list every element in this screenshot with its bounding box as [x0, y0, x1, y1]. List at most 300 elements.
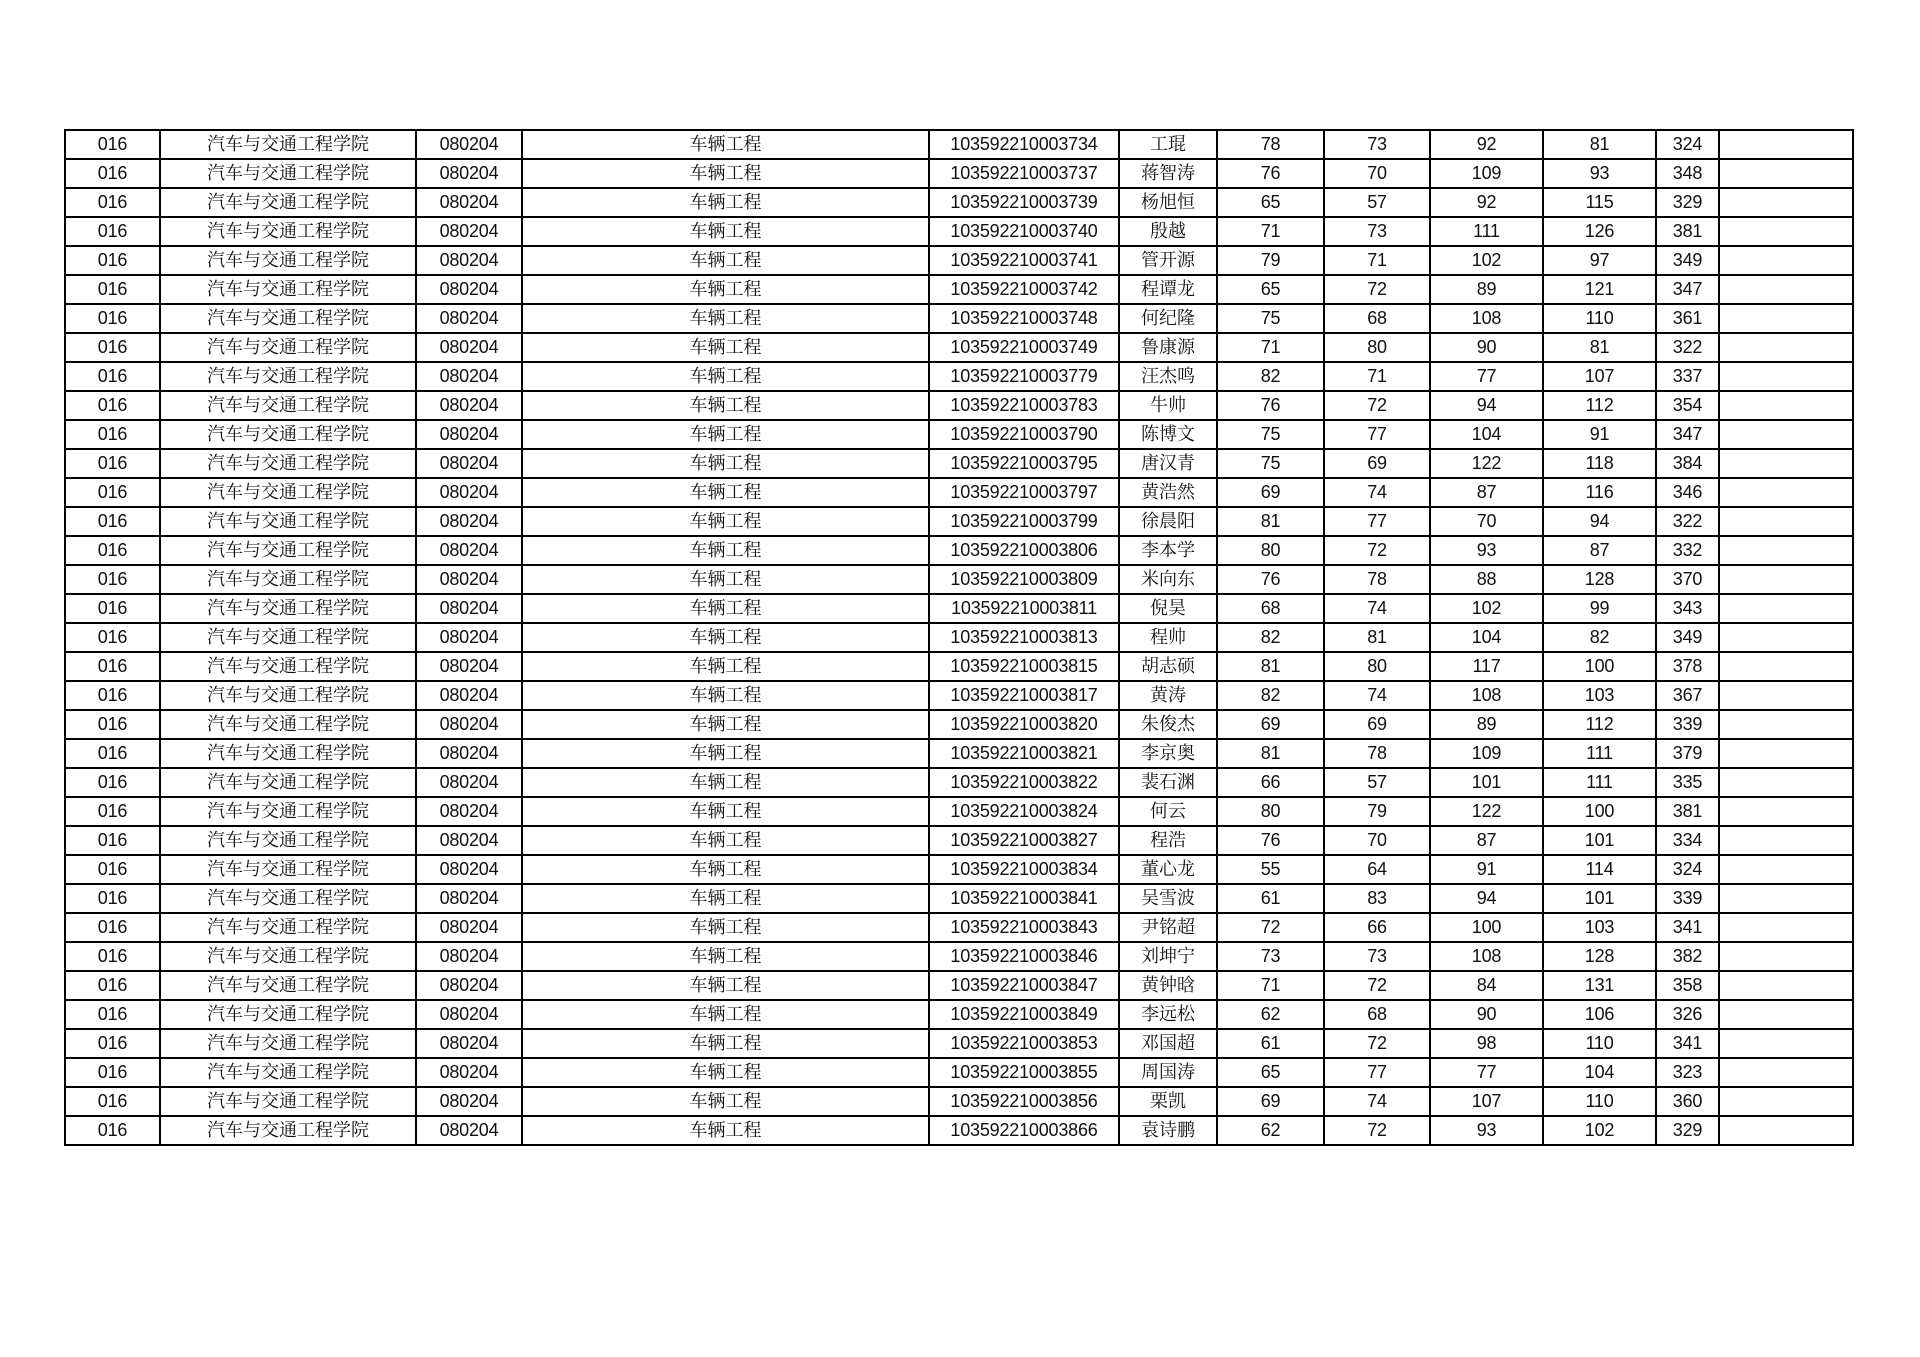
cell-score-3: 117	[1430, 652, 1543, 681]
table-row	[65, 130, 1853, 159]
cell-total: 335	[1656, 768, 1719, 797]
cell-score-3: 108	[1430, 942, 1543, 971]
cell-score-1: 76	[1217, 159, 1324, 188]
cell-unit-code: 016	[65, 1000, 160, 1029]
score-sheet	[64, 129, 1852, 1146]
cell-college: 汽车与交通工程学院	[160, 681, 416, 710]
cell-score-3: 90	[1430, 1000, 1543, 1029]
cell-remark	[1719, 739, 1853, 768]
cell-college: 汽车与交通工程学院	[160, 739, 416, 768]
cell-college: 汽车与交通工程学院	[160, 420, 416, 449]
cell-unit-code: 016	[65, 304, 160, 333]
cell-name: 唐汉青	[1119, 449, 1217, 478]
cell-name: 周国涛	[1119, 1058, 1217, 1087]
cell-major-code: 080204	[416, 594, 522, 623]
cell-major-code: 080204	[416, 507, 522, 536]
cell-unit-code: 016	[65, 652, 160, 681]
cell-score-2: 68	[1324, 304, 1430, 333]
cell-score-2: 71	[1324, 246, 1430, 275]
cell-remark	[1719, 971, 1853, 1000]
table-row	[65, 159, 1853, 188]
cell-score-4: 91	[1543, 420, 1656, 449]
cell-total: 337	[1656, 362, 1719, 391]
cell-score-2: 78	[1324, 739, 1430, 768]
cell-total: 343	[1656, 594, 1719, 623]
cell-major: 车辆工程	[522, 449, 929, 478]
cell-major-code: 080204	[416, 362, 522, 391]
cell-major-code: 080204	[416, 855, 522, 884]
cell-score-2: 72	[1324, 1116, 1430, 1145]
cell-total: 322	[1656, 333, 1719, 362]
cell-remark	[1719, 826, 1853, 855]
cell-major-code: 080204	[416, 710, 522, 739]
cell-remark	[1719, 855, 1853, 884]
cell-exam-id: 103592210003817	[929, 681, 1119, 710]
cell-score-4: 102	[1543, 1116, 1656, 1145]
cell-unit-code: 016	[65, 942, 160, 971]
cell-score-4: 100	[1543, 652, 1656, 681]
cell-exam-id: 103592210003790	[929, 420, 1119, 449]
table-row	[65, 971, 1853, 1000]
cell-score-1: 61	[1217, 1029, 1324, 1058]
cell-unit-code: 016	[65, 594, 160, 623]
cell-major: 车辆工程	[522, 333, 929, 362]
cell-exam-id: 103592210003737	[929, 159, 1119, 188]
cell-total: 349	[1656, 246, 1719, 275]
cell-unit-code: 016	[65, 391, 160, 420]
cell-remark	[1719, 1058, 1853, 1087]
cell-remark	[1719, 884, 1853, 913]
cell-unit-code: 016	[65, 855, 160, 884]
cell-total: 326	[1656, 1000, 1719, 1029]
cell-name: 殷越	[1119, 217, 1217, 246]
cell-name: 李远松	[1119, 1000, 1217, 1029]
cell-score-2: 72	[1324, 391, 1430, 420]
cell-major-code: 080204	[416, 1087, 522, 1116]
cell-college: 汽车与交通工程学院	[160, 797, 416, 826]
cell-score-4: 115	[1543, 188, 1656, 217]
cell-total: 339	[1656, 884, 1719, 913]
cell-remark	[1719, 478, 1853, 507]
score-table-body	[65, 130, 1853, 1145]
cell-score-2: 68	[1324, 1000, 1430, 1029]
cell-major: 车辆工程	[522, 884, 929, 913]
cell-exam-id: 103592210003811	[929, 594, 1119, 623]
cell-score-4: 97	[1543, 246, 1656, 275]
cell-remark	[1719, 362, 1853, 391]
cell-major: 车辆工程	[522, 855, 929, 884]
cell-score-2: 70	[1324, 159, 1430, 188]
cell-college: 汽车与交通工程学院	[160, 768, 416, 797]
cell-score-2: 57	[1324, 188, 1430, 217]
cell-remark	[1719, 1116, 1853, 1145]
cell-total: 347	[1656, 420, 1719, 449]
cell-score-4: 100	[1543, 797, 1656, 826]
table-row	[65, 594, 1853, 623]
cell-unit-code: 016	[65, 913, 160, 942]
cell-major-code: 080204	[416, 768, 522, 797]
cell-major-code: 080204	[416, 1029, 522, 1058]
cell-score-1: 75	[1217, 420, 1324, 449]
cell-score-1: 65	[1217, 188, 1324, 217]
cell-score-4: 103	[1543, 681, 1656, 710]
cell-score-3: 100	[1430, 913, 1543, 942]
cell-unit-code: 016	[65, 420, 160, 449]
cell-remark	[1719, 246, 1853, 275]
cell-score-4: 87	[1543, 536, 1656, 565]
cell-remark	[1719, 797, 1853, 826]
cell-major-code: 080204	[416, 275, 522, 304]
cell-college: 汽车与交通工程学院	[160, 855, 416, 884]
cell-name: 吴雪波	[1119, 884, 1217, 913]
cell-college: 汽车与交通工程学院	[160, 623, 416, 652]
cell-score-3: 77	[1430, 362, 1543, 391]
cell-name: 倪昊	[1119, 594, 1217, 623]
table-row	[65, 449, 1853, 478]
cell-score-3: 87	[1430, 478, 1543, 507]
cell-major-code: 080204	[416, 884, 522, 913]
cell-name: 牛帅	[1119, 391, 1217, 420]
cell-exam-id: 103592210003813	[929, 623, 1119, 652]
cell-score-4: 101	[1543, 884, 1656, 913]
cell-major: 车辆工程	[522, 478, 929, 507]
cell-score-1: 79	[1217, 246, 1324, 275]
cell-total: 323	[1656, 1058, 1719, 1087]
cell-major: 车辆工程	[522, 942, 929, 971]
cell-score-1: 65	[1217, 275, 1324, 304]
cell-score-1: 82	[1217, 362, 1324, 391]
cell-score-1: 61	[1217, 884, 1324, 913]
cell-unit-code: 016	[65, 1058, 160, 1087]
cell-name: 尹铭超	[1119, 913, 1217, 942]
cell-unit-code: 016	[65, 275, 160, 304]
cell-unit-code: 016	[65, 710, 160, 739]
cell-remark	[1719, 217, 1853, 246]
cell-major-code: 080204	[416, 478, 522, 507]
cell-remark	[1719, 507, 1853, 536]
cell-remark	[1719, 681, 1853, 710]
cell-score-1: 76	[1217, 565, 1324, 594]
cell-exam-id: 103592210003740	[929, 217, 1119, 246]
cell-unit-code: 016	[65, 884, 160, 913]
cell-unit-code: 016	[65, 681, 160, 710]
cell-exam-id: 103592210003806	[929, 536, 1119, 565]
cell-score-1: 65	[1217, 1058, 1324, 1087]
cell-score-1: 62	[1217, 1116, 1324, 1145]
cell-score-3: 104	[1430, 420, 1543, 449]
cell-college: 汽车与交通工程学院	[160, 536, 416, 565]
cell-score-1: 80	[1217, 797, 1324, 826]
cell-major: 车辆工程	[522, 159, 929, 188]
cell-college: 汽车与交通工程学院	[160, 217, 416, 246]
cell-exam-id: 103592210003821	[929, 739, 1119, 768]
cell-score-2: 83	[1324, 884, 1430, 913]
cell-college: 汽车与交通工程学院	[160, 304, 416, 333]
cell-major: 车辆工程	[522, 768, 929, 797]
cell-score-3: 88	[1430, 565, 1543, 594]
table-row	[65, 420, 1853, 449]
cell-remark	[1719, 188, 1853, 217]
cell-total: 324	[1656, 855, 1719, 884]
cell-total: 360	[1656, 1087, 1719, 1116]
cell-major-code: 080204	[416, 391, 522, 420]
cell-major: 车辆工程	[522, 362, 929, 391]
cell-score-1: 62	[1217, 1000, 1324, 1029]
cell-major-code: 080204	[416, 681, 522, 710]
cell-name: 邓国超	[1119, 1029, 1217, 1058]
cell-major-code: 080204	[416, 449, 522, 478]
cell-major-code: 080204	[416, 565, 522, 594]
cell-remark	[1719, 623, 1853, 652]
cell-major: 车辆工程	[522, 652, 929, 681]
cell-score-3: 84	[1430, 971, 1543, 1000]
cell-score-2: 73	[1324, 217, 1430, 246]
cell-score-4: 112	[1543, 391, 1656, 420]
cell-exam-id: 103592210003749	[929, 333, 1119, 362]
cell-score-4: 101	[1543, 826, 1656, 855]
cell-score-4: 106	[1543, 1000, 1656, 1029]
cell-score-3: 101	[1430, 768, 1543, 797]
cell-exam-id: 103592210003799	[929, 507, 1119, 536]
cell-exam-id: 103592210003846	[929, 942, 1119, 971]
cell-name: 汪杰鸣	[1119, 362, 1217, 391]
table-row	[65, 913, 1853, 942]
cell-major-code: 080204	[416, 217, 522, 246]
cell-major-code: 080204	[416, 623, 522, 652]
cell-score-2: 57	[1324, 768, 1430, 797]
cell-unit-code: 016	[65, 449, 160, 478]
cell-score-2: 69	[1324, 449, 1430, 478]
cell-remark	[1719, 1029, 1853, 1058]
cell-score-1: 81	[1217, 739, 1324, 768]
table-row	[65, 507, 1853, 536]
cell-major-code: 080204	[416, 1000, 522, 1029]
cell-unit-code: 016	[65, 217, 160, 246]
cell-score-2: 81	[1324, 623, 1430, 652]
cell-major: 车辆工程	[522, 681, 929, 710]
cell-major-code: 080204	[416, 333, 522, 362]
cell-score-3: 92	[1430, 130, 1543, 159]
cell-exam-id: 103592210003822	[929, 768, 1119, 797]
cell-score-2: 79	[1324, 797, 1430, 826]
cell-total: 381	[1656, 217, 1719, 246]
cell-college: 汽车与交通工程学院	[160, 507, 416, 536]
cell-major-code: 080204	[416, 1116, 522, 1145]
cell-name: 黄浩然	[1119, 478, 1217, 507]
cell-exam-id: 103592210003779	[929, 362, 1119, 391]
cell-score-1: 75	[1217, 304, 1324, 333]
table-row	[65, 768, 1853, 797]
cell-name: 蒋智涛	[1119, 159, 1217, 188]
cell-remark	[1719, 449, 1853, 478]
cell-major: 车辆工程	[522, 246, 929, 275]
cell-major: 车辆工程	[522, 391, 929, 420]
cell-score-1: 55	[1217, 855, 1324, 884]
cell-name: 何云	[1119, 797, 1217, 826]
cell-major: 车辆工程	[522, 130, 929, 159]
cell-score-1: 80	[1217, 536, 1324, 565]
cell-major-code: 080204	[416, 536, 522, 565]
cell-score-1: 76	[1217, 826, 1324, 855]
cell-major: 车辆工程	[522, 623, 929, 652]
cell-score-2: 80	[1324, 652, 1430, 681]
cell-name: 米向东	[1119, 565, 1217, 594]
cell-score-4: 103	[1543, 913, 1656, 942]
cell-score-4: 112	[1543, 710, 1656, 739]
cell-unit-code: 016	[65, 826, 160, 855]
cell-score-3: 108	[1430, 681, 1543, 710]
cell-name: 朱俊杰	[1119, 710, 1217, 739]
cell-total: 367	[1656, 681, 1719, 710]
cell-name: 工琨	[1119, 130, 1217, 159]
table-row	[65, 246, 1853, 275]
table-row	[65, 681, 1853, 710]
cell-total: 329	[1656, 188, 1719, 217]
cell-total: 378	[1656, 652, 1719, 681]
cell-college: 汽车与交通工程学院	[160, 130, 416, 159]
cell-name: 程谭龙	[1119, 275, 1217, 304]
cell-remark	[1719, 710, 1853, 739]
cell-major-code: 080204	[416, 942, 522, 971]
cell-score-2: 72	[1324, 1029, 1430, 1058]
cell-score-4: 81	[1543, 333, 1656, 362]
cell-total: 379	[1656, 739, 1719, 768]
cell-major-code: 080204	[416, 130, 522, 159]
cell-score-4: 118	[1543, 449, 1656, 478]
cell-name: 杨旭恒	[1119, 188, 1217, 217]
cell-major: 车辆工程	[522, 536, 929, 565]
cell-college: 汽车与交通工程学院	[160, 333, 416, 362]
cell-exam-id: 103592210003847	[929, 971, 1119, 1000]
cell-score-2: 74	[1324, 681, 1430, 710]
table-row	[65, 884, 1853, 913]
table-row	[65, 1087, 1853, 1116]
cell-unit-code: 016	[65, 797, 160, 826]
cell-name: 胡志硕	[1119, 652, 1217, 681]
cell-exam-id: 103592210003820	[929, 710, 1119, 739]
table-row	[65, 362, 1853, 391]
cell-major: 车辆工程	[522, 826, 929, 855]
cell-remark	[1719, 594, 1853, 623]
cell-score-2: 77	[1324, 1058, 1430, 1087]
cell-major: 车辆工程	[522, 1116, 929, 1145]
table-row	[65, 304, 1853, 333]
cell-college: 汽车与交通工程学院	[160, 391, 416, 420]
cell-score-4: 128	[1543, 942, 1656, 971]
cell-major: 车辆工程	[522, 913, 929, 942]
cell-total: 334	[1656, 826, 1719, 855]
table-row	[65, 391, 1853, 420]
cell-unit-code: 016	[65, 565, 160, 594]
cell-exam-id: 103592210003856	[929, 1087, 1119, 1116]
cell-remark	[1719, 1087, 1853, 1116]
cell-score-2: 74	[1324, 594, 1430, 623]
table-row	[65, 942, 1853, 971]
cell-major: 车辆工程	[522, 1029, 929, 1058]
cell-name: 栗凯	[1119, 1087, 1217, 1116]
cell-score-3: 102	[1430, 594, 1543, 623]
cell-major: 车辆工程	[522, 1087, 929, 1116]
cell-college: 汽车与交通工程学院	[160, 884, 416, 913]
cell-unit-code: 016	[65, 246, 160, 275]
cell-score-1: 71	[1217, 971, 1324, 1000]
table-row	[65, 652, 1853, 681]
cell-score-3: 94	[1430, 391, 1543, 420]
cell-unit-code: 016	[65, 971, 160, 1000]
cell-name: 黄钟晗	[1119, 971, 1217, 1000]
cell-total: 341	[1656, 1029, 1719, 1058]
cell-exam-id: 103592210003734	[929, 130, 1119, 159]
cell-remark	[1719, 942, 1853, 971]
cell-score-4: 110	[1543, 304, 1656, 333]
cell-score-4: 104	[1543, 1058, 1656, 1087]
cell-score-3: 98	[1430, 1029, 1543, 1058]
cell-name: 裴石渊	[1119, 768, 1217, 797]
cell-exam-id: 103592210003809	[929, 565, 1119, 594]
cell-score-4: 93	[1543, 159, 1656, 188]
cell-college: 汽车与交通工程学院	[160, 1116, 416, 1145]
cell-major: 车辆工程	[522, 188, 929, 217]
cell-score-1: 82	[1217, 681, 1324, 710]
cell-score-1: 72	[1217, 913, 1324, 942]
table-row	[65, 797, 1853, 826]
cell-unit-code: 016	[65, 362, 160, 391]
cell-score-4: 110	[1543, 1029, 1656, 1058]
cell-score-1: 76	[1217, 391, 1324, 420]
table-row	[65, 565, 1853, 594]
score-table	[64, 129, 1854, 1146]
cell-score-3: 90	[1430, 333, 1543, 362]
cell-major: 车辆工程	[522, 739, 929, 768]
cell-score-4: 111	[1543, 739, 1656, 768]
cell-remark	[1719, 1000, 1853, 1029]
cell-unit-code: 016	[65, 1029, 160, 1058]
cell-college: 汽车与交通工程学院	[160, 449, 416, 478]
cell-remark	[1719, 913, 1853, 942]
cell-unit-code: 016	[65, 159, 160, 188]
cell-college: 汽车与交通工程学院	[160, 710, 416, 739]
cell-score-2: 72	[1324, 275, 1430, 304]
cell-score-3: 108	[1430, 304, 1543, 333]
cell-exam-id: 103592210003742	[929, 275, 1119, 304]
cell-major-code: 080204	[416, 913, 522, 942]
cell-score-2: 74	[1324, 478, 1430, 507]
table-row	[65, 710, 1853, 739]
cell-exam-id: 103592210003741	[929, 246, 1119, 275]
cell-score-4: 82	[1543, 623, 1656, 652]
cell-exam-id: 103592210003748	[929, 304, 1119, 333]
table-row	[65, 536, 1853, 565]
cell-score-2: 70	[1324, 826, 1430, 855]
cell-college: 汽车与交通工程学院	[160, 1058, 416, 1087]
cell-score-3: 94	[1430, 884, 1543, 913]
cell-score-2: 78	[1324, 565, 1430, 594]
cell-exam-id: 103592210003866	[929, 1116, 1119, 1145]
cell-total: 346	[1656, 478, 1719, 507]
cell-score-1: 68	[1217, 594, 1324, 623]
cell-score-1: 81	[1217, 507, 1324, 536]
cell-college: 汽车与交通工程学院	[160, 362, 416, 391]
cell-score-3: 104	[1430, 623, 1543, 652]
cell-score-1: 82	[1217, 623, 1324, 652]
cell-total: 329	[1656, 1116, 1719, 1145]
cell-college: 汽车与交通工程学院	[160, 159, 416, 188]
cell-remark	[1719, 333, 1853, 362]
cell-score-3: 111	[1430, 217, 1543, 246]
cell-score-4: 116	[1543, 478, 1656, 507]
cell-score-2: 71	[1324, 362, 1430, 391]
cell-college: 汽车与交通工程学院	[160, 478, 416, 507]
